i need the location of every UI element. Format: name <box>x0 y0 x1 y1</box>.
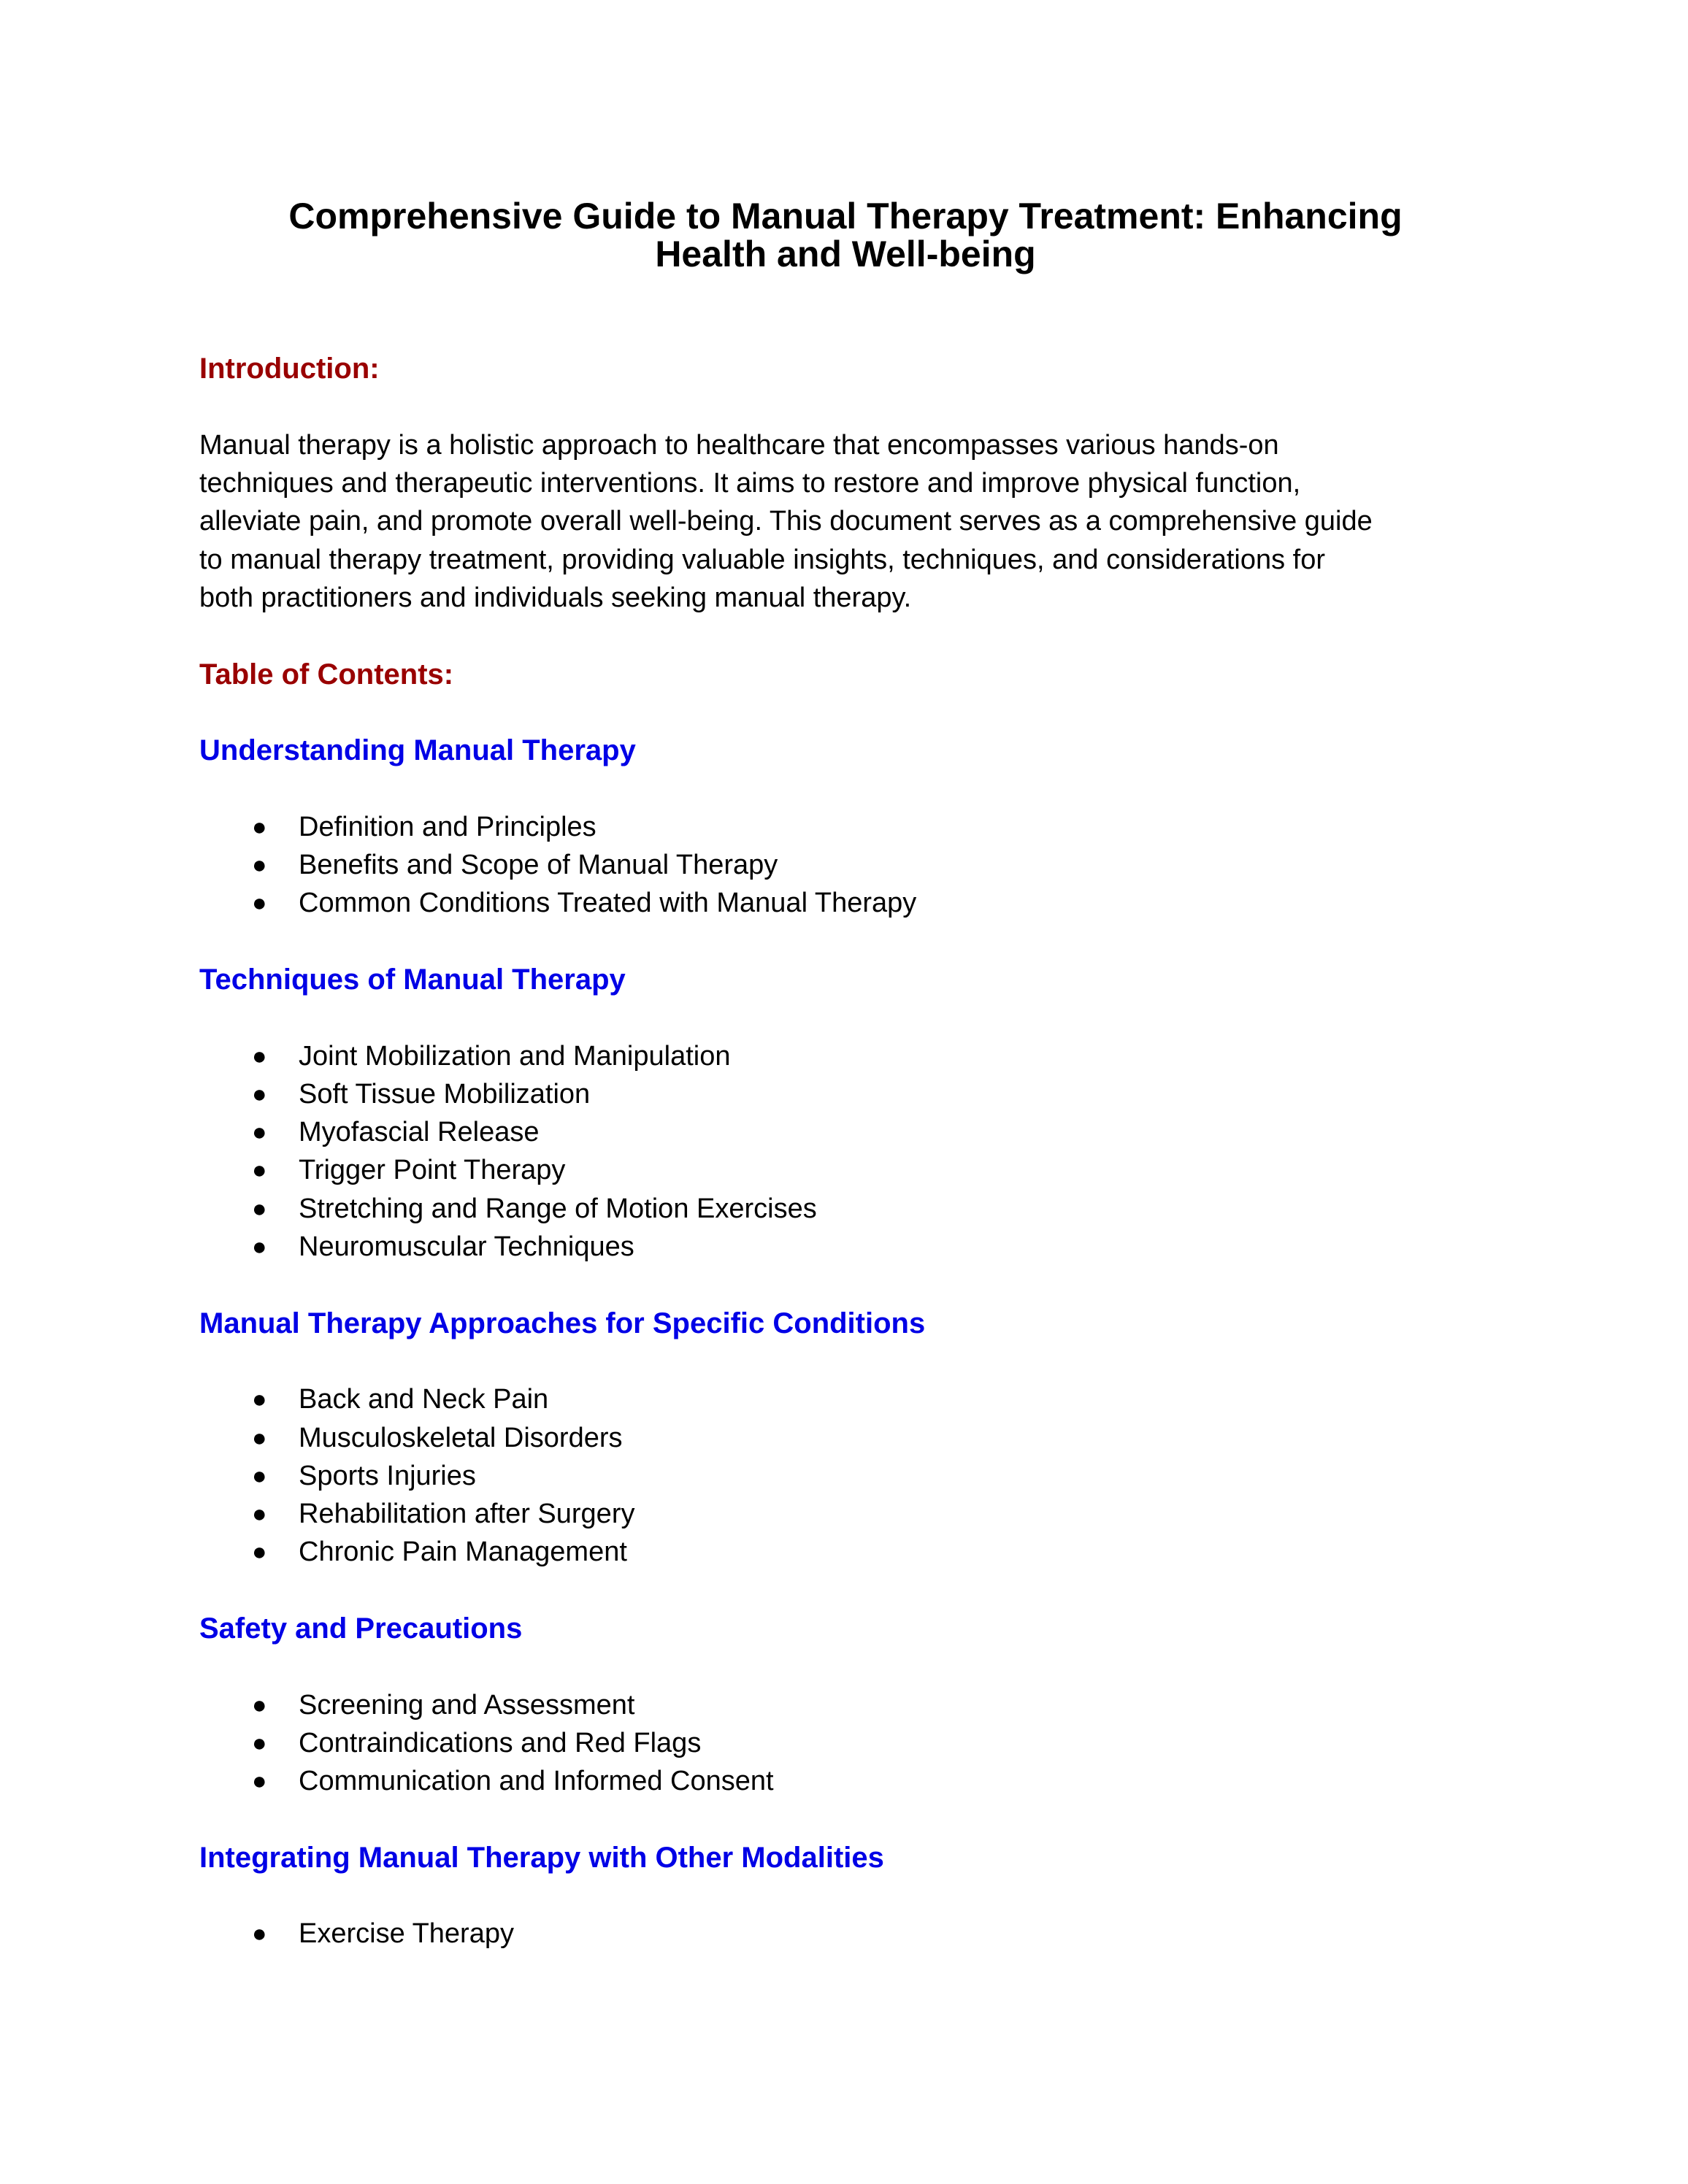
toc-list-item-label: Trigger Point Therapy <box>299 1155 566 1186</box>
toc-list-item-label: Benefits and Scope of Manual Therapy <box>299 850 778 881</box>
bullet-icon: ● <box>252 1042 267 1070</box>
toc-section-heading: Integrating Manual Therapy with Other Modalities <box>199 1841 884 1874</box>
bullet-icon: ● <box>252 1080 267 1108</box>
introduction-line: to manual therapy treatment, providing valuable insights, techniques, and considerations for <box>199 544 1326 575</box>
toc-list-item-label: Definition and Principles <box>299 811 596 842</box>
document-title-line-2: Health and Well-being <box>655 234 1036 275</box>
toc-bullet-list <box>199 1380 1492 1571</box>
toc-section <box>199 693 1492 923</box>
toc-list-item <box>199 1075 1492 1113</box>
toc-list-item-label: Exercise Therapy <box>299 1918 514 1950</box>
toc-list-item <box>199 1533 1492 1571</box>
document-title-line-1: Comprehensive Guide to Manual Therapy Treatment: Enhancing <box>288 196 1403 237</box>
toc-section-heading: Manual Therapy Approaches for Specific Conditions <box>199 1307 926 1339</box>
toc-bullet-list <box>199 808 1492 923</box>
bullet-icon: ● <box>252 1233 267 1261</box>
bullet-icon: ● <box>252 889 267 918</box>
toc-bullet-list <box>199 1037 1492 1266</box>
toc-sections <box>199 693 1492 1953</box>
introduction-line: alleviate pain, and promote overall well-being. This document serves as a comprehensive guide <box>199 506 1373 537</box>
toc-list-item-label: Musculoskeletal Disorders <box>299 1422 623 1453</box>
toc-list-item-label: Contraindications and Red Flags <box>299 1727 702 1758</box>
toc-list-item <box>199 1190 1492 1228</box>
bullet-icon: ● <box>252 1423 267 1452</box>
toc-list-item <box>199 1724 1492 1762</box>
toc-section-heading: Understanding Manual Therapy <box>199 734 636 767</box>
bullet-icon: ● <box>252 1538 267 1566</box>
toc-list-item <box>199 884 1492 922</box>
toc-heading: Table of Contents: <box>199 658 454 691</box>
introduction-line: Manual therapy is a holistic approach to healthcare that encompasses various hands-on <box>199 429 1279 461</box>
toc-list-item-label: Sports Injuries <box>299 1460 476 1491</box>
bullet-icon: ● <box>252 1767 267 1796</box>
bullet-icon: ● <box>252 1385 267 1414</box>
toc-list-item-label: Rehabilitation after Surgery <box>299 1499 635 1530</box>
bullet-icon: ● <box>252 1729 267 1757</box>
bullet-icon: ● <box>252 1500 267 1529</box>
toc-list-item <box>199 1037 1492 1075</box>
toc-section-heading: Techniques of Manual Therapy <box>199 963 626 996</box>
toc-list-item-label: Screening and Assessment <box>299 1689 635 1720</box>
bullet-icon: ● <box>252 1118 267 1147</box>
toc-section <box>199 1572 1492 1801</box>
toc-list-item <box>199 1457 1492 1495</box>
toc-list-item <box>199 1686 1492 1724</box>
toc-section-heading: Safety and Precautions <box>199 1612 523 1645</box>
toc-list-item-label: Neuromuscular Techniques <box>299 1231 634 1263</box>
toc-list-item <box>199 1915 1492 1953</box>
bullet-icon: ● <box>252 1194 267 1223</box>
toc-list-item <box>199 1380 1492 1418</box>
toc-list-item <box>199 846 1492 884</box>
toc-list-item-label: Chronic Pain Management <box>299 1537 627 1568</box>
bullet-icon: ● <box>252 1920 267 1948</box>
toc-list-item <box>199 1419 1492 1457</box>
toc-list-item-label: Communication and Informed Consent <box>299 1766 774 1797</box>
toc-section <box>199 923 1492 1266</box>
toc-bullet-list <box>199 1915 1492 1953</box>
toc-list-item <box>199 1151 1492 1189</box>
bullet-icon: ● <box>252 1461 267 1490</box>
toc-list-item-label: Common Conditions Treated with Manual Therapy <box>299 888 917 919</box>
introduction-heading: Introduction: <box>199 353 380 385</box>
toc-bullet-list <box>199 1686 1492 1801</box>
introduction-paragraph <box>199 426 1492 617</box>
toc-list-item <box>199 1228 1492 1266</box>
introduction-line: techniques and therapeutic interventions. It aims to restore and improve physical function, <box>199 468 1301 499</box>
bullet-icon: ● <box>252 1691 267 1719</box>
toc-list-item-label: Myofascial Release <box>299 1117 540 1148</box>
toc-list-item-label: Soft Tissue Mobilization <box>299 1078 591 1110</box>
bullet-icon: ● <box>252 851 267 880</box>
toc-list-item <box>199 1762 1492 1800</box>
toc-section <box>199 1800 1492 1953</box>
toc-list-item-label: Joint Mobilization and Manipulation <box>299 1040 731 1072</box>
toc-list-item <box>199 1113 1492 1151</box>
bullet-icon: ● <box>252 812 267 841</box>
toc-list-item-label: Stretching and Range of Motion Exercises <box>299 1193 817 1224</box>
bullet-icon: ● <box>252 1156 267 1185</box>
document-page <box>199 197 1492 1953</box>
toc-list-item-label: Back and Neck Pain <box>299 1384 549 1415</box>
toc-section <box>199 1266 1492 1571</box>
toc-list-item <box>199 808 1492 846</box>
introduction-line: both practitioners and individuals seeking manual therapy. <box>199 582 912 613</box>
toc-list-item <box>199 1495 1492 1533</box>
